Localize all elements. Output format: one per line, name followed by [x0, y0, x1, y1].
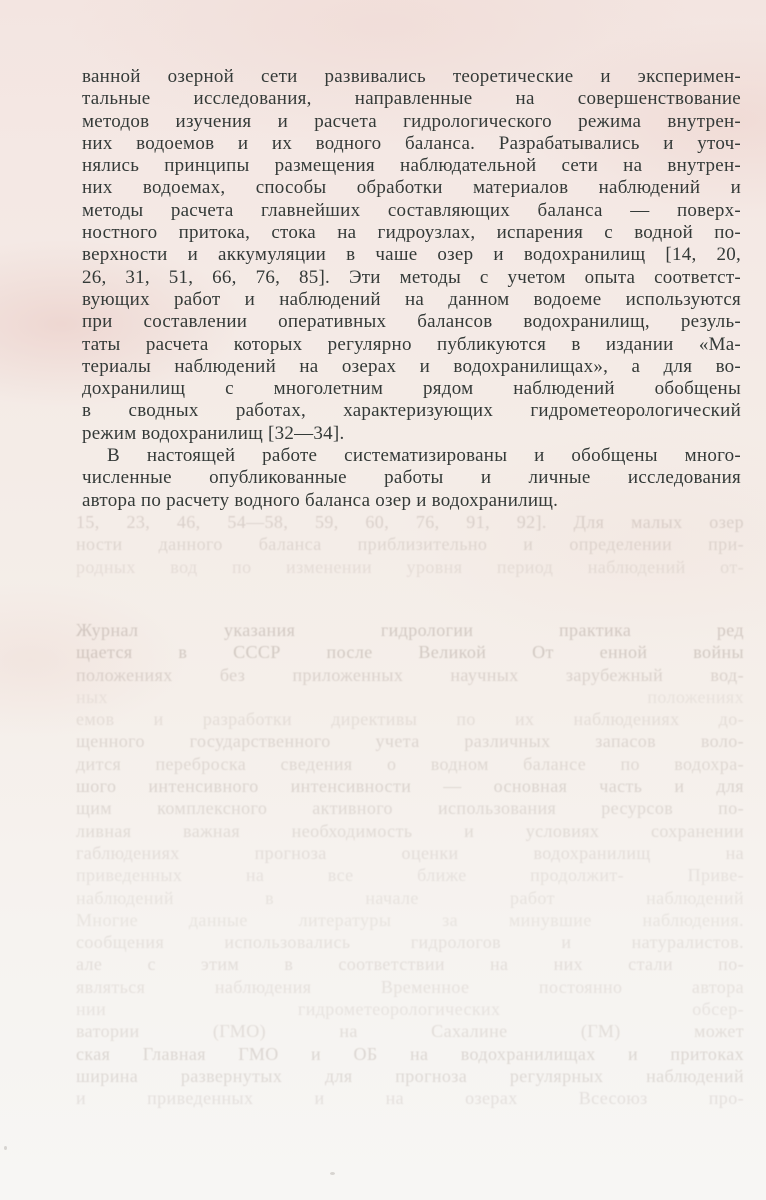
text-line: методы расчета главнейших составляющих баланса — поверх- [82, 199, 741, 221]
text-line: численные опубликованные работы и личные исследования [82, 467, 741, 489]
text-line: ватории (ГМО) на Сахалине (ГМ) может [76, 1021, 744, 1042]
text-line: них водоемах, способы обработки материалов наблюдений и [82, 177, 741, 199]
text-line: них водоемов и их водного баланса. Разрабатывались и уточ- [82, 132, 741, 154]
text-line: габлюдениях прогноза оценки водохранилищ на [76, 842, 744, 863]
text-line: нялись принципы размещения наблюдательной сети на внутрен- [82, 155, 741, 177]
text-line: сообщения использовались гидрологов и натуралистов. [76, 932, 744, 953]
text-line: ных положениях [76, 686, 744, 707]
text-line: таты расчета которых регулярно публикуются в издании «Ма- [82, 333, 741, 355]
text-line: щенного государственного учета различных запасов воло- [76, 731, 744, 752]
text-line: ская Главная ГМО и ОБ на водохранилищах и притоках [76, 1043, 744, 1064]
text-line: ности данного баланса приблизительно и определении при- [76, 534, 744, 555]
text-line: Многие данные литературы за минувшие наблюдения. [76, 909, 744, 930]
text-line: являться наблюдения Временное постоянно автора [76, 976, 744, 997]
paper-speck [4, 1146, 7, 1150]
text-line: при составлении оперативных балансов водохранилищ, резуль- [82, 311, 741, 333]
text-line: в сводных работах, характеризующих гидрометеорологический [82, 400, 741, 422]
text-line: автора по расчету водного баланса озер и водохранилищ. [82, 489, 559, 511]
text-line: вующих работ и наблюдений на данном водоеме используются [82, 288, 741, 310]
paragraph-summary [82, 445, 741, 512]
text-line: дохранилищ с многолетним рядом наблюдений обобщены [82, 378, 741, 400]
text-line: тальные исследования, направленные на совершенствование [82, 88, 741, 110]
text-line: ливная важная необходимость и условиях сохранении [76, 820, 744, 841]
bleed-through-text-lower [76, 619, 744, 1110]
text-line: верхности и аккумуляции в чаше озер и водохранилищ [14, 20, [82, 244, 741, 266]
text-line: родных вод по изменении уровня период наблюдений от- [76, 556, 744, 577]
text-line: ностного притока, стока на гидроузлах, испарения с водной по- [82, 222, 741, 244]
text-line: нии гидрометеорологических обсер- [76, 999, 744, 1020]
text-line: дится переброска сведения о водном балансе по водохра- [76, 753, 744, 774]
text-line: шого интенсивного интенсивности — основная часть и для [76, 776, 744, 797]
bleed-through-text-upper [76, 511, 744, 578]
paragraph-continued [82, 66, 741, 445]
text-line: емов и разработки директивы по их наблюдениях до- [76, 709, 744, 730]
text-line: Журнал указания гидрологии практика ред [76, 620, 744, 640]
text-line: положениях без приложенных научных зарубежный вод- [76, 664, 744, 685]
text-line: 26, 31, 51, 66, 76, 85]. Эти методы с учетом опыта соответст- [82, 266, 741, 288]
text-line: и приведенных и на озерах Всесоюз про- [76, 1088, 744, 1109]
text-line: ванной озерной сети развивались теоретические и эксперимен- [82, 66, 741, 87]
text-line: щим комплексного активного использования ресурсов по- [76, 798, 744, 819]
text-line: териалы наблюдений на озерах и водохранилищах», а для во- [82, 355, 741, 377]
text-line: режим водохранилищ [32—34]. [82, 422, 345, 444]
text-line: ширина развернутых для прогноза регулярных наблюдений [76, 1065, 744, 1086]
text-line: щается в СССР после Великой От енной войны [76, 642, 744, 663]
text-line: 15, 23, 46, 54—58, 59, 60, 76, 91, 92]. Для малых озер [76, 512, 744, 532]
paper-speck [330, 1172, 335, 1175]
text-line: В настоящей работе систематизированы и обобщены много- [107, 445, 741, 467]
main-text-block [82, 66, 741, 512]
text-line: приведенных на все ближе продолжит- Приве- [76, 865, 744, 886]
text-line: але с этим в соответствии на них стали по- [76, 954, 744, 975]
text-line: методов изучения и расчета гидрологического режима внутрен- [82, 110, 741, 132]
text-line: наблюдений в начале работ наблюдений [76, 887, 744, 908]
